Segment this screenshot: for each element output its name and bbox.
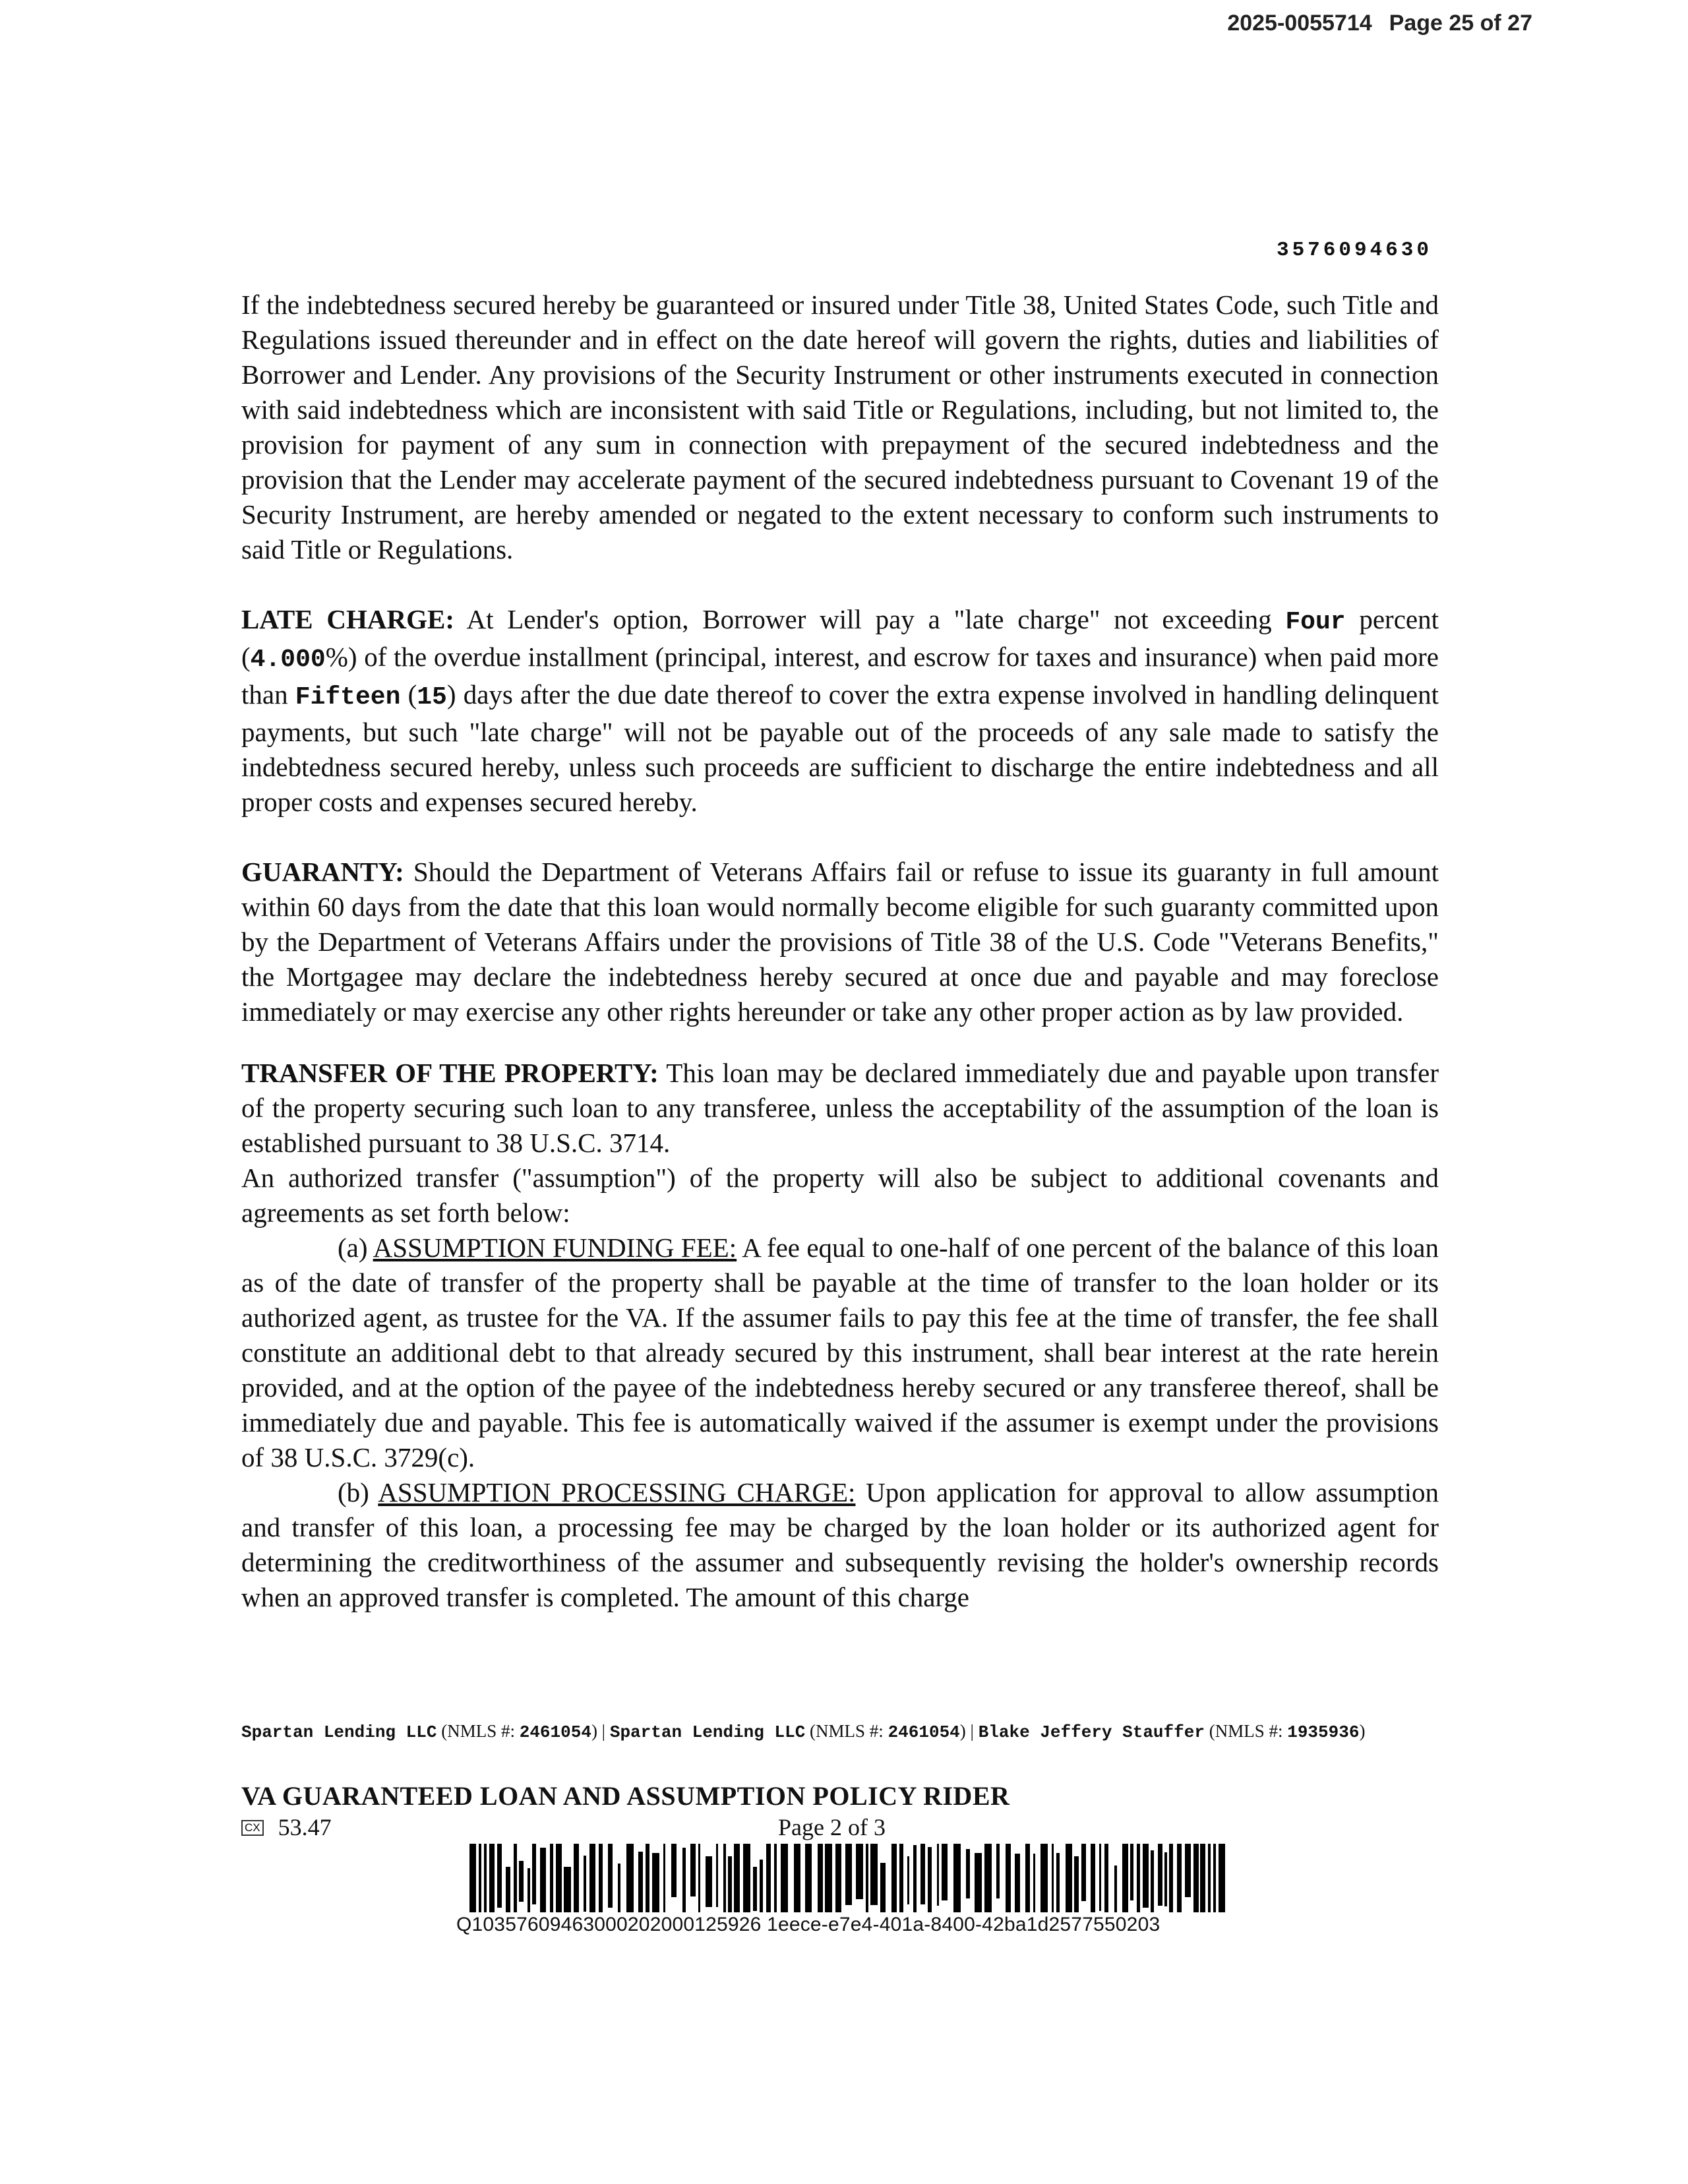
assumption-funding-fee: (a) ASSUMPTION FUNDING FEE: A fee equal to one-half of one percent of the balance of this loan as of the date of transfer of the property shall be payable at the time of transfer to the loan holder or its authorized agent, as trustee for the VA. If the assumer fails to pay this fee at the time of transfer, the fee shall constitute an additional debt to that already secured by this instrument, shall bear interest at the rate herein provided, and at the option of the payee of the indebtedness hereby secured or any transferee thereof, shall be immediately due and payable. This fee is automatically waived if the assumer is exempt under the provisions of 38 U.S.C. 3729(c).	[241, 1232, 1439, 1472]
late-charge-heading: LATE CHARGE:	[241, 604, 454, 634]
funding-fee-title: ASSUMPTION FUNDING FEE:	[373, 1232, 737, 1263]
transfer-paragraph: TRANSFER OF THE PROPERTY: This loan may be declared immediately due and payable upon transfer of the property securing such loan to any transferee, unless the acceptability of the assumption of the loan is established pursuant to 38 U.S.C. 3714.	[241, 1058, 1439, 1158]
late-charge-percent-number: 4.000	[250, 646, 326, 674]
document-number: 2025-0055714	[1227, 11, 1372, 36]
barcode-icon	[469, 1844, 1228, 1912]
recording-stamp	[1227, 11, 1532, 36]
guaranty-heading: GUARANTY:	[241, 857, 404, 887]
late-charge-days-number: 15	[417, 683, 447, 712]
cx-logo-icon: CX	[241, 1820, 264, 1836]
processing-charge-title: ASSUMPTION PROCESSING CHARGE:	[378, 1477, 856, 1507]
late-charge-days-word: Fifteen	[295, 683, 401, 712]
assumption-processing-charge: (b) ASSUMPTION PROCESSING CHARGE: Upon application for approval to allow assumption and transfer of this loan, a processing fee may be charged by the loan holder or its authorized agent for determining the creditworthiness of the assumer and subsequently revising the holder's ownership records when an approved transfer is completed. The amount of this charge	[241, 1477, 1439, 1612]
form-title: VA GUARANTEED LOAN AND ASSUMPTION POLICY RIDER	[241, 1781, 1010, 1811]
page-counter: Page 25 of 27	[1389, 11, 1532, 36]
lender-name: Spartan Lending LLC	[609, 1722, 806, 1742]
rider-body	[241, 288, 1439, 1615]
form-number: CX 53.47	[241, 1813, 332, 1841]
assumption-intro: An authorized transfer ("assumption") of the property will also be subject to additional covenants and agreements as set forth below:	[241, 1163, 1439, 1228]
title-38-paragraph: If the indebtedness secured hereby be guaranteed or insured under Title 38, United States Code, such Title and Regulations issued thereunder and in effect on the date hereof will govern the rights, duties and liabilities of Borrower and Lender. Any provisions of the Security Instrument or other instruments executed in connection with said indebtedness which are inconsistent with said Title or Regulations, including, but not limited to, the provision for payment of any sum in connection with prepayment of the secured indebtedness and the provision that the Lender may accelerate payment of the secured indebtedness pursuant to Covenant 19 of the Security Instrument, are hereby amended or negated to the extent necessary to conform such instruments to said Title or Regulations.	[241, 289, 1439, 564]
guaranty-paragraph: GUARANTY: Should the Department of Veterans Affairs fail or refuse to issue its guaranty in full amount within 60 days from the date that this loan would normally become eligible for such guaranty committed upon by the Department of Veterans Affairs under the provisions of Title 38 of the U.S. Code "Veterans Benefits," the Mortgagee may declare the indebtedness hereby secured at once due and payable and may foreclose immediately or may exercise any other rights hereunder or take any other proper action as by law provided.	[241, 857, 1439, 1027]
late-charge-percent-word: Four	[1285, 608, 1346, 636]
form-page-number: Page 2 of 3	[778, 1814, 886, 1840]
loan-officer-name: Blake Jeffery Stauffer	[978, 1722, 1205, 1742]
loan-number: 3576094630	[1276, 239, 1432, 262]
lender-name: Spartan Lending LLC	[241, 1722, 437, 1742]
lender-footer: Spartan Lending LLC (NMLS #: 2461054) | Spartan Lending LLC (NMLS #: 2461054) | Blake Jeffery Stauffer (NMLS #: 1935936)	[241, 1721, 1366, 1742]
late-charge-paragraph: LATE CHARGE: At Lender's option, Borrower will pay a "late charge" not exceeding Four percent (4.000%) of the overdue installment (principal, interest, and escrow for taxes and insurance) when paid more than Fifteen (15) days after the due date thereof to cover the extra expense involved in handling delinquent payments, but such "late charge" will not be payable out of the proceeds of any sale made to satisfy the indebtedness secured hereby, unless such proceeds are sufficient to discharge the entire indebtedness and all proper costs and expenses secured hereby.	[241, 604, 1439, 817]
transfer-heading: TRANSFER OF THE PROPERTY:	[241, 1058, 659, 1088]
barcode-text: Q10357609463000202000125926 1eece-e7e4-401a-8400-42ba1d2577550203	[456, 1914, 1160, 1935]
